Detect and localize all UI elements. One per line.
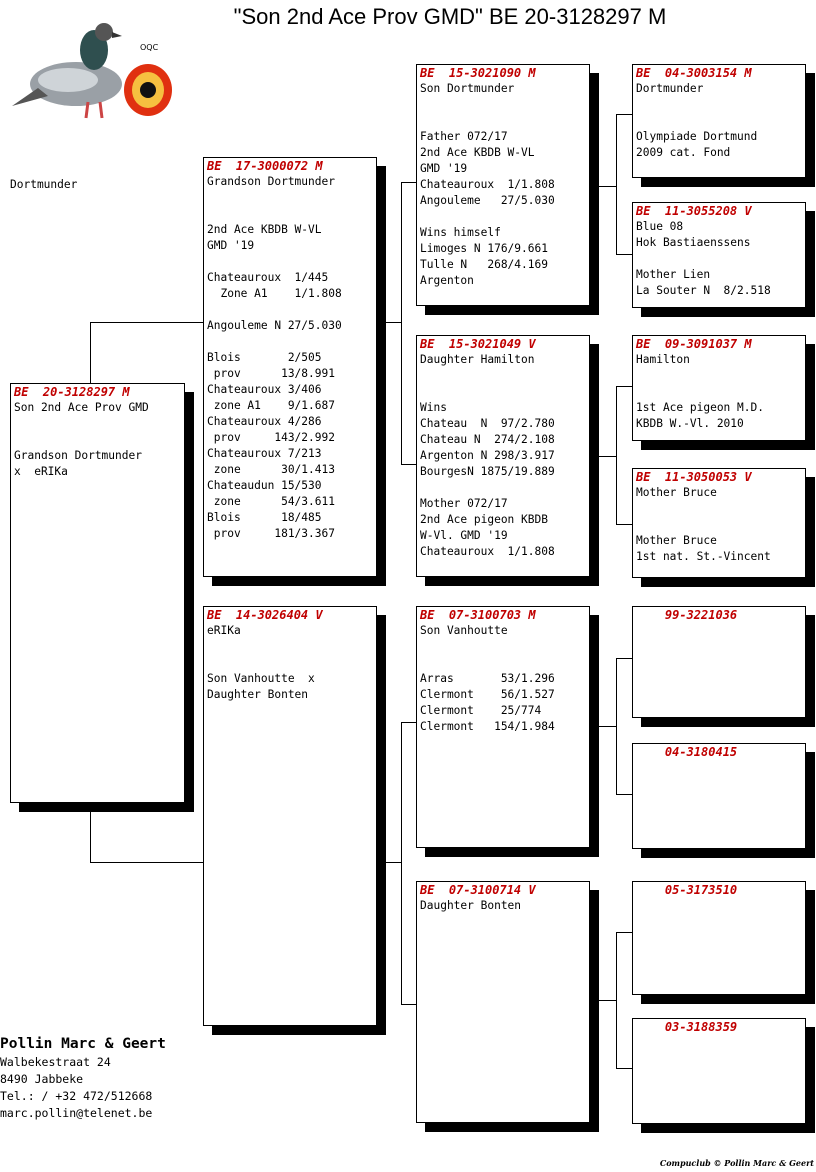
pedigree-line: Blois 18/485 bbox=[207, 511, 322, 524]
ring-number: BE 09-3091037 M bbox=[636, 337, 752, 351]
pedigree-line: zone 30/1.413 bbox=[207, 463, 335, 476]
pedigree-line: GMD '19 bbox=[207, 239, 255, 252]
pedigree-line: Mother Bruce bbox=[636, 534, 717, 547]
ring-number: BE 07-3100714 V bbox=[420, 883, 536, 897]
pigeon-card-ss bbox=[416, 64, 590, 306]
pedigree-line bbox=[420, 97, 586, 113]
pedigree-line: 2009 cat. Fond bbox=[636, 146, 731, 159]
pedigree-line: Chateauroux 1/445 bbox=[207, 271, 329, 284]
pedigree-line: 2nd Ace KBDB W-VL bbox=[420, 146, 535, 159]
pedigree-line: x eRIKa bbox=[14, 465, 68, 478]
pigeon-card-sdd bbox=[632, 468, 806, 578]
pedigree-line: Son Vanhoutte bbox=[420, 624, 508, 637]
pedigree-line bbox=[636, 501, 802, 517]
pedigree-line: Arras 53/1.296 bbox=[420, 672, 555, 685]
pigeon-card-sire bbox=[203, 157, 377, 577]
pedigree-line: Grandson Dortmunder bbox=[207, 175, 335, 188]
pedigree-line: 1st nat. St.-Vincent bbox=[636, 550, 771, 563]
owner-street: Walbekestraat 24 bbox=[0, 1055, 111, 1069]
pedigree-line: Hamilton bbox=[636, 353, 690, 366]
pedigree-line: Grandson Dortmunder bbox=[14, 449, 142, 462]
pedigree-line bbox=[420, 113, 586, 129]
pedigree-line bbox=[207, 302, 373, 318]
pigeon-card-dd bbox=[416, 881, 590, 1123]
pedigree-line: Dortmunder bbox=[636, 82, 704, 95]
pigeon-logo-icon bbox=[8, 14, 176, 130]
ring-number: 04-3180415 bbox=[636, 745, 738, 759]
pedigree-line bbox=[207, 655, 373, 671]
pedigree-line: Clermont 25/774 bbox=[420, 704, 542, 717]
pedigree-line bbox=[207, 206, 373, 222]
pigeon-card-ssd bbox=[632, 202, 806, 308]
pedigree-line: 2nd Ace KBDB W-VL bbox=[207, 223, 322, 236]
ring-number: BE 17-3000072 M bbox=[207, 159, 323, 173]
pedigree-line bbox=[420, 368, 586, 384]
pedigree-line: Tulle N 268/4.169 bbox=[420, 258, 548, 271]
pedigree-line: Angouleme 27/5.030 bbox=[420, 194, 555, 207]
pedigree-line bbox=[207, 639, 373, 655]
pedigree-line: Chateau N 97/2.780 bbox=[420, 417, 555, 430]
pedigree-line: La Souter N 8/2.518 bbox=[636, 284, 771, 297]
pedigree-line: Angouleme N 27/5.030 bbox=[207, 319, 342, 332]
pedigree-line: Argenton N 298/3.917 bbox=[420, 449, 555, 462]
pedigree-line: Son 2nd Ace Prov GMD bbox=[14, 401, 149, 414]
pedigree-line: Blue 08 bbox=[636, 220, 684, 233]
ring-number: 05-3173510 bbox=[636, 883, 738, 897]
pedigree-line: Chateau N 274/2.108 bbox=[420, 433, 555, 446]
pedigree-line bbox=[14, 416, 181, 432]
pedigree-line: Argenton bbox=[420, 274, 474, 287]
pedigree-line bbox=[14, 432, 181, 448]
owner-name: Pollin Marc & Geert bbox=[0, 1036, 166, 1052]
pedigree-line bbox=[636, 517, 802, 533]
pigeon-card-dsd bbox=[632, 743, 806, 849]
ring-number: 03-3188359 bbox=[636, 1020, 738, 1034]
pigeon-card-dds bbox=[632, 881, 806, 995]
pigeon-card-sds bbox=[632, 335, 806, 441]
pedigree-line: Zone A1 1/1.808 bbox=[207, 287, 342, 300]
pedigree-line: Wins bbox=[420, 401, 447, 414]
pedigree-line: Mother Bruce bbox=[636, 486, 717, 499]
ring-number: BE 20-3128297 M bbox=[14, 385, 130, 399]
pedigree-line: eRIKa bbox=[207, 624, 241, 637]
pedigree-line: Son Dortmunder bbox=[420, 82, 515, 95]
owner-block bbox=[0, 1034, 166, 1122]
pedigree-line bbox=[207, 190, 373, 206]
pedigree-line: W-Vl. GMD '19 bbox=[420, 529, 508, 542]
side-label: Dortmunder bbox=[10, 178, 78, 191]
pedigree-line bbox=[420, 480, 586, 496]
pedigree-line bbox=[636, 251, 802, 267]
pedigree-line: Olympiade Dortmund bbox=[636, 130, 758, 143]
pedigree-line: Clermont 154/1.984 bbox=[420, 720, 555, 733]
pedigree-line bbox=[207, 254, 373, 270]
pedigree-line: GMD '19 bbox=[420, 162, 468, 175]
pedigree-line: Wins himself bbox=[420, 226, 501, 239]
pedigree-line bbox=[207, 334, 373, 350]
pedigree-line: zone 54/3.611 bbox=[207, 495, 335, 508]
logo-label: OQC bbox=[140, 43, 159, 52]
ring-number: BE 15-3021090 M bbox=[420, 66, 536, 80]
pedigree-line bbox=[420, 384, 586, 400]
pigeon-card-ds bbox=[416, 606, 590, 848]
pedigree-line: Chateauroux 1/1.808 bbox=[420, 545, 555, 558]
owner-city: 8490 Jabbeke bbox=[0, 1072, 84, 1086]
page-title: "Son 2nd Ace Prov GMD" BE 20-3128297 M bbox=[233, 4, 667, 29]
pigeon-card-dss bbox=[632, 606, 806, 718]
pedigree-line: Daughter Bonten bbox=[207, 688, 309, 701]
ring-number: BE 07-3100703 M bbox=[420, 608, 536, 622]
pigeon-card-dam bbox=[203, 606, 377, 1026]
pedigree-line: Father 072/17 bbox=[420, 130, 508, 143]
pedigree-line: Daughter Bonten bbox=[420, 899, 522, 912]
pedigree-line: prov 143/2.992 bbox=[207, 431, 335, 444]
pedigree-line bbox=[636, 384, 802, 400]
pedigree-line: Chateauroux 4/286 bbox=[207, 415, 322, 428]
pedigree-line bbox=[420, 209, 586, 225]
pedigree-line: KBDB W.-Vl. 2010 bbox=[636, 417, 744, 430]
pedigree-line bbox=[636, 113, 802, 129]
ring-number: BE 11-3055208 V bbox=[636, 204, 752, 218]
pedigree-line: Clermont 56/1.527 bbox=[420, 688, 555, 701]
pedigree-line: Limoges N 176/9.661 bbox=[420, 242, 548, 255]
ring-number: BE 14-3026404 V bbox=[207, 608, 323, 622]
pedigree-line: Blois 2/505 bbox=[207, 351, 322, 364]
pedigree-line: BourgesN 1875/19.889 bbox=[420, 465, 555, 478]
pedigree-line: Chateauroux 7/213 bbox=[207, 447, 322, 460]
ring-number: 99-3221036 bbox=[636, 608, 738, 622]
pedigree-line: 2nd Ace pigeon KBDB bbox=[420, 513, 548, 526]
pigeon-card-sd bbox=[416, 335, 590, 577]
pedigree-line: zone A1 9/1.687 bbox=[207, 399, 335, 412]
pedigree-line: Mother 072/17 bbox=[420, 497, 508, 510]
pigeon-card-ddd bbox=[632, 1018, 806, 1124]
pedigree-line: Hok Bastiaenssens bbox=[636, 236, 751, 249]
pedigree-line: Chateauroux 1/1.808 bbox=[420, 178, 555, 191]
pedigree-line bbox=[636, 368, 802, 384]
pedigree-line: 1st Ace pigeon M.D. bbox=[636, 401, 764, 414]
owner-email[interactable]: marc.pollin@telenet.be bbox=[0, 1106, 153, 1120]
pedigree-line: prov 13/8.991 bbox=[207, 367, 335, 380]
pedigree-line: prov 181/3.367 bbox=[207, 527, 335, 540]
owner-phone: Tel.: / +32 472/512668 bbox=[0, 1089, 153, 1103]
pedigree-line: Chateauroux 3/406 bbox=[207, 383, 322, 396]
ring-number: BE 04-3003154 M bbox=[636, 66, 752, 80]
ring-number: BE 11-3050053 V bbox=[636, 470, 752, 484]
ring-number: BE 15-3021049 V bbox=[420, 337, 536, 351]
footer-credit: Compuclub © Pollin Marc & Geert bbox=[659, 1158, 814, 1168]
pedigree-line: Chateaudun 15/530 bbox=[207, 479, 322, 492]
pedigree-line: Mother Lien bbox=[636, 268, 711, 281]
pigeon-card-subject bbox=[10, 383, 185, 803]
pigeon-card-sss bbox=[632, 64, 806, 178]
pedigree-line bbox=[420, 639, 586, 655]
pedigree-line: Daughter Hamilton bbox=[420, 353, 535, 366]
pedigree-line bbox=[636, 97, 802, 113]
pedigree-line bbox=[420, 655, 586, 671]
pedigree-line: Son Vanhoutte x bbox=[207, 672, 315, 685]
